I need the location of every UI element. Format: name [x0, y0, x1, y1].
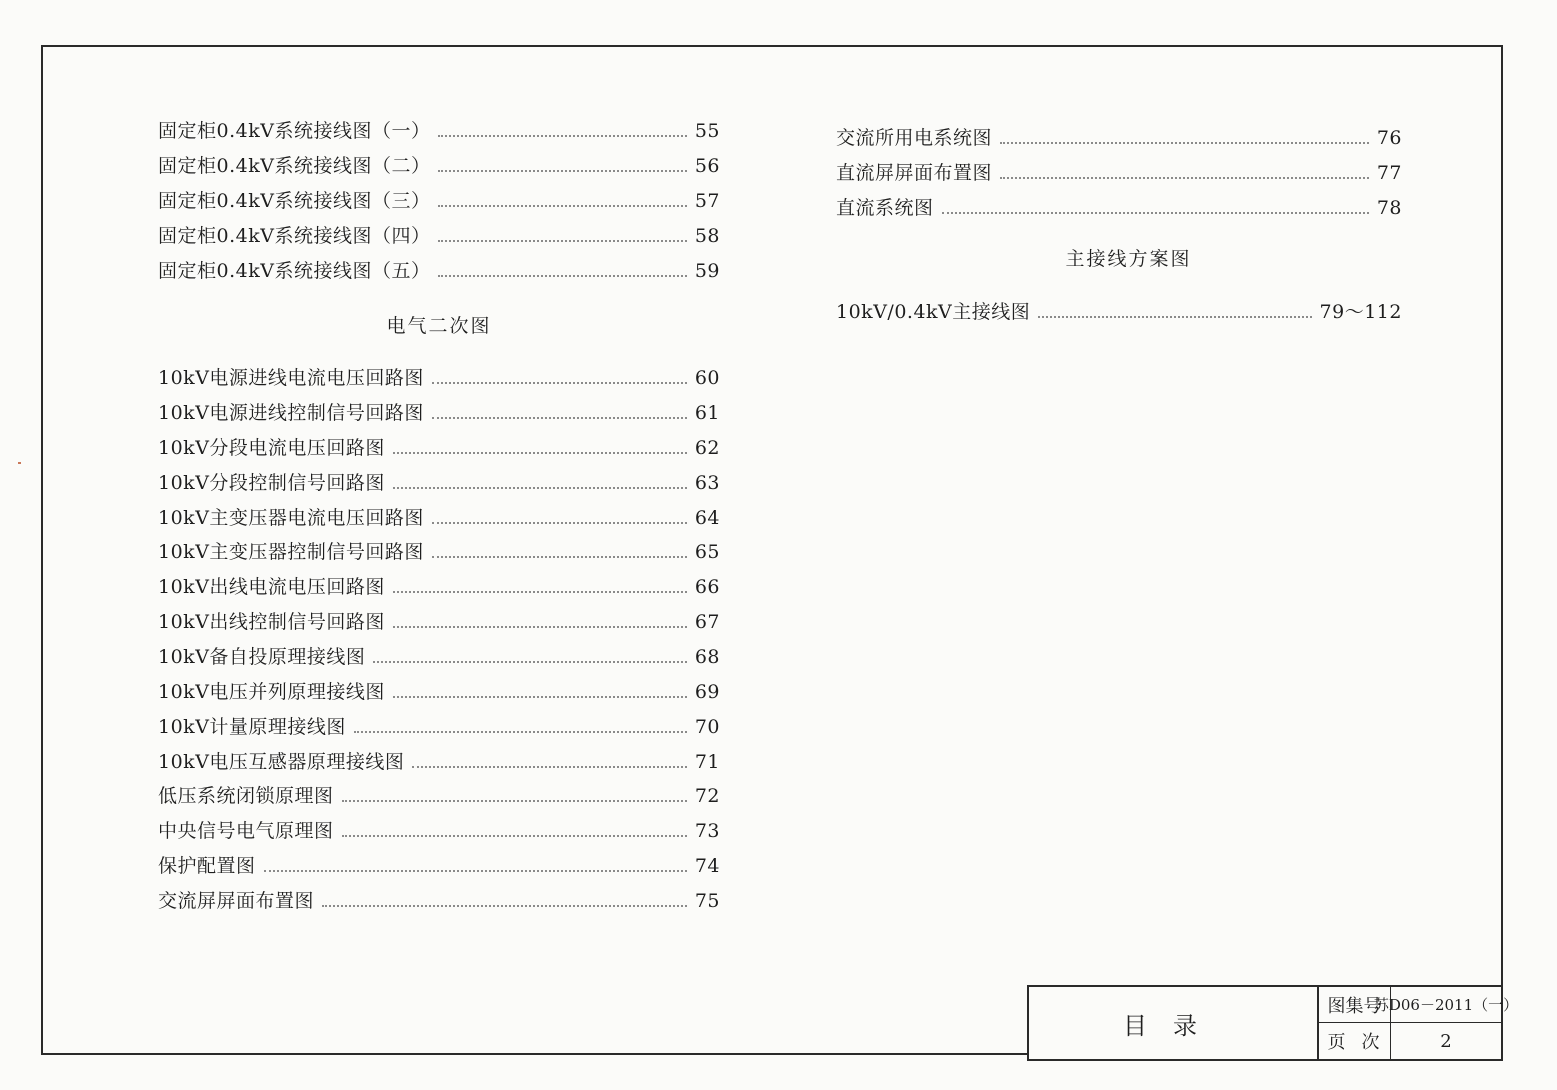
- toc-entry[interactable]: [158, 744, 720, 774]
- toc-entry-page: 58: [694, 225, 720, 247]
- toc-leader-dots: [432, 556, 687, 558]
- toc-entry[interactable]: [158, 639, 720, 669]
- toc-entry-page: 60: [694, 367, 720, 389]
- toc-leader-dots: [393, 591, 687, 593]
- toc-leader-dots: [1038, 316, 1311, 318]
- toc-entry-title: 固定柜0.4kV系统接线图（二）: [158, 155, 431, 177]
- toc-entry-page: 66: [694, 576, 720, 598]
- toc-entry-title: 交流所用电系统图: [836, 127, 993, 149]
- toc-entry-title: 固定柜0.4kV系统接线图（四）: [158, 225, 431, 247]
- toc-leader-dots: [373, 661, 686, 663]
- toc-leader-dots: [438, 240, 686, 242]
- drawing-name: 目录: [1029, 987, 1319, 1059]
- toc-entry-page: 69: [694, 681, 720, 703]
- toc-leader-dots: [354, 731, 687, 733]
- toc-entry[interactable]: [158, 813, 720, 843]
- toc-leader-dots: [438, 205, 686, 207]
- toc-entry-page: 67: [694, 611, 720, 633]
- toc-entry-title: 10kV出线控制信号回路图: [158, 611, 385, 633]
- atlas-number-value: 苏D06－2011（一）: [1391, 987, 1501, 1023]
- toc-leader-dots: [342, 835, 687, 837]
- toc-leader-dots: [438, 170, 686, 172]
- section-heading-main-wiring: 主接线方案图: [1065, 248, 1192, 270]
- toc-leader-dots: [264, 870, 687, 872]
- toc-entry[interactable]: [158, 500, 720, 530]
- toc-entry-title: 10kV分段控制信号回路图: [158, 472, 385, 494]
- toc-entry-page: 76: [1376, 127, 1402, 149]
- toc-entry[interactable]: [158, 883, 720, 913]
- toc-entry-title: 保护配置图: [158, 855, 256, 877]
- toc-entry-title: 固定柜0.4kV系统接线图（一）: [158, 120, 431, 142]
- toc-entry-page: 55: [694, 120, 720, 142]
- toc-entry[interactable]: [158, 218, 720, 248]
- toc-leader-dots: [432, 382, 687, 384]
- toc-entry-page: 79～112: [1319, 301, 1402, 323]
- toc-entry-title: 10kV备自投原理接线图: [158, 646, 366, 668]
- toc-entry[interactable]: [158, 674, 720, 704]
- toc-entry-title: 10kV电压并列原理接线图: [158, 681, 385, 703]
- page-number-value: 2: [1440, 1030, 1452, 1052]
- toc-entry-page: 65: [694, 541, 720, 563]
- toc-leader-dots: [322, 905, 687, 907]
- toc-entry-title: 10kV电源进线电流电压回路图: [158, 367, 424, 389]
- toc-entry-page: 68: [694, 646, 720, 668]
- toc-entry-page: 71: [694, 751, 720, 773]
- toc-leader-dots: [393, 487, 687, 489]
- toc-entry-page: 78: [1376, 197, 1402, 219]
- toc-entry[interactable]: [158, 465, 720, 495]
- toc-leader-dots: [432, 417, 687, 419]
- toc-entry-page: 70: [694, 716, 720, 738]
- toc-leader-dots: [438, 275, 686, 277]
- toc-entry-title: 10kV主变压器电流电压回路图: [158, 507, 424, 529]
- toc-entry-page: 77: [1376, 162, 1402, 184]
- toc-entry-title: 10kV出线电流电压回路图: [158, 576, 385, 598]
- toc-entry-title: 直流屏屏面布置图: [836, 162, 993, 184]
- toc-entry-title: 10kV分段电流电压回路图: [158, 437, 385, 459]
- toc-entry-title: 交流屏屏面布置图: [158, 890, 315, 912]
- toc-entry[interactable]: [158, 534, 720, 564]
- toc-entry-title: 固定柜0.4kV系统接线图（三）: [158, 190, 431, 212]
- toc-leader-dots: [393, 452, 687, 454]
- toc-entry-page: 72: [694, 785, 720, 807]
- title-block: [1027, 985, 1519, 1061]
- toc-entry-title: 10kV电源进线控制信号回路图: [158, 402, 424, 424]
- toc-entry-title: 10kV计量原理接线图: [158, 716, 346, 738]
- toc-entry-title: 中央信号电气原理图: [158, 820, 334, 842]
- toc-entry[interactable]: [158, 430, 720, 460]
- toc-entry-page: 56: [694, 155, 720, 177]
- toc-entry-page: 63: [694, 472, 720, 494]
- toc-entry[interactable]: [836, 190, 1402, 220]
- toc-entry[interactable]: [158, 778, 720, 808]
- toc-entry[interactable]: [158, 709, 720, 739]
- toc-entry-title: 固定柜0.4kV系统接线图（五）: [158, 260, 431, 282]
- toc-entry-title: 10kV主变压器控制信号回路图: [158, 541, 424, 563]
- toc-leader-dots: [412, 766, 686, 768]
- toc-entry[interactable]: [158, 113, 720, 143]
- toc-entry-title: 10kV/0.4kV主接线图: [836, 301, 1031, 323]
- toc-entry[interactable]: [158, 183, 720, 213]
- toc-entry-page: 75: [694, 890, 720, 912]
- toc-entry[interactable]: [836, 294, 1402, 324]
- toc-entry[interactable]: [158, 253, 720, 283]
- toc-leader-dots: [942, 212, 1369, 214]
- section-heading-secondary: 电气二次图: [386, 315, 492, 337]
- toc-entry[interactable]: [158, 148, 720, 178]
- toc-entry-title: 低压系统闭锁原理图: [158, 785, 334, 807]
- toc-entry-title: 直流系统图: [836, 197, 934, 219]
- toc-entry[interactable]: [836, 155, 1402, 185]
- atlas-number-label: 图集号: [1319, 987, 1391, 1023]
- toc-leader-dots: [438, 135, 686, 137]
- toc-leader-dots: [342, 800, 687, 802]
- toc-leader-dots: [393, 696, 687, 698]
- toc-entry-page: 74: [694, 855, 720, 877]
- toc-entry[interactable]: [158, 360, 720, 390]
- toc-entry-page: 64: [694, 507, 720, 529]
- toc-entry-title: 10kV电压互感器原理接线图: [158, 751, 405, 773]
- page-number-label: 页次: [1319, 1023, 1391, 1059]
- toc-entry-page: 57: [694, 190, 720, 212]
- toc-leader-dots: [393, 626, 687, 628]
- toc-entry[interactable]: [836, 120, 1402, 150]
- toc-entry[interactable]: [158, 569, 720, 599]
- toc-leader-dots: [1000, 142, 1369, 144]
- toc-entry[interactable]: [158, 848, 720, 878]
- toc-entry-page: 62: [694, 437, 720, 459]
- toc-entry-page: 61: [694, 402, 720, 424]
- scan-speck: [18, 462, 21, 464]
- toc-leader-dots: [1000, 177, 1369, 179]
- toc-entry-page: 73: [694, 820, 720, 842]
- toc-leader-dots: [432, 522, 687, 524]
- toc-entry[interactable]: [158, 604, 720, 634]
- toc-entry[interactable]: [158, 395, 720, 425]
- toc-entry-page: 59: [694, 260, 720, 282]
